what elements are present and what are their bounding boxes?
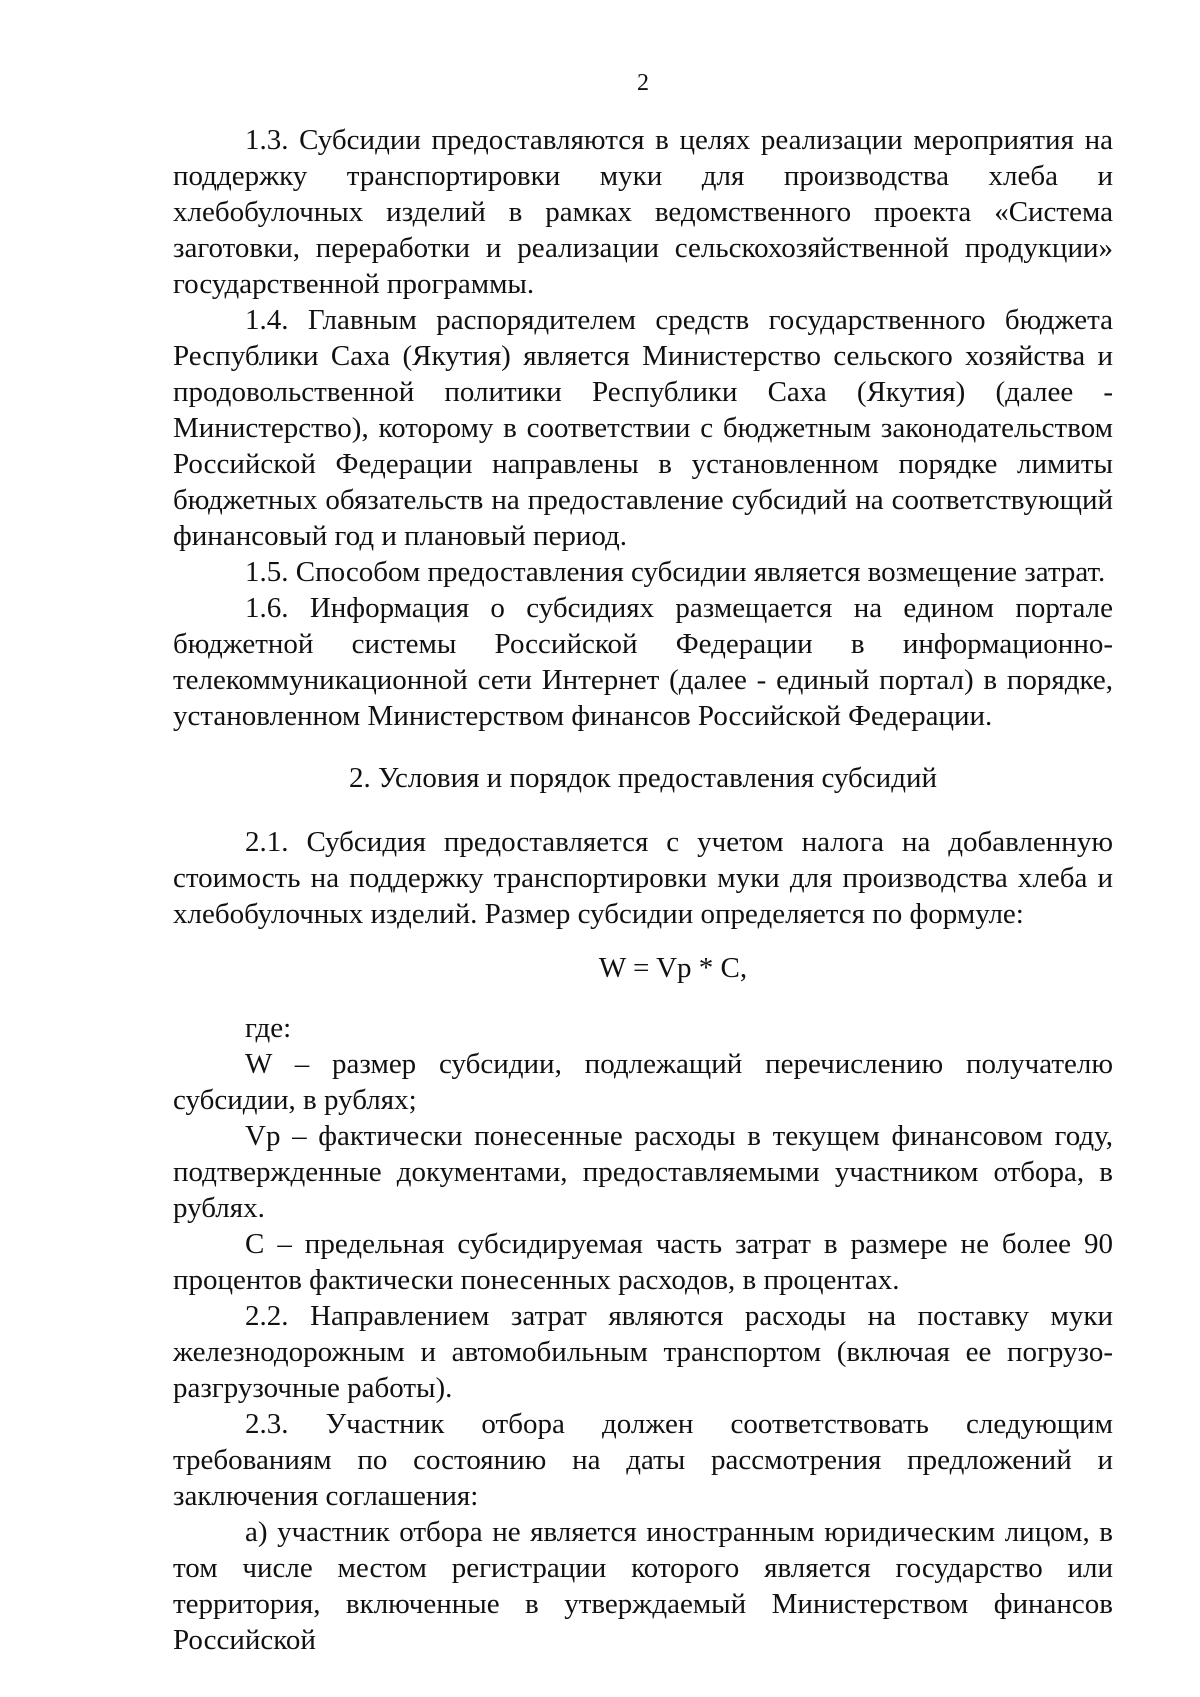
paragraph-1-5: 1.5. Способом предоставления субсидии является возмещение затрат. xyxy=(245,556,1106,588)
definition-w: W – размер субсидии, подлежащий перечислению получателю субсидии, в рублях; xyxy=(173,1048,1113,1116)
definition-c: С – предельная субсидируемая часть затрат в размере не более 90 процентов фактически понесенных расходов, в процентах. xyxy=(173,1228,1113,1296)
paragraph-1-3: 1.3. Субсидии предоставляются в целях реализации мероприятия на поддержку транспортировки муки для производства хлеба и хлебобулочных изделий в рамках ведомственного проекта «Система заготовки, переработки и реализации сельскохозяйственной продукции» государственной программы. xyxy=(173,124,1113,300)
subsidy-formula: W = Vp * C, xyxy=(598,952,748,984)
paragraph-2-3: 2.3. Участник отбора должен соответствовать следующим требованиям по состоянию на даты рассмотрения предложений и заключения соглашения: xyxy=(173,1408,1113,1512)
paragraph-1-4: 1.4. Главным распорядителем средств государственного бюджета Республики Саха (Якутия) является Министерство сельского хозяйства и продовольственной политики Республики Саха (Якутия) (далее - Министерство), которому в соответствии с бюджетным законодательством Российской Федерации направлены в установленном порядке лимиты бюджетных обязательств на предоставление субсидий на соответствующий финансовый год и плановый период. xyxy=(173,304,1113,552)
page-number: 2 xyxy=(637,70,649,96)
section-2-heading: 2. Условия и порядок предоставления субсидий xyxy=(348,762,937,794)
where-label: где: xyxy=(245,1012,292,1044)
paragraph-1-6: 1.6. Информация о субсидиях размещается на едином портале бюджетной системы Российской Федерации в информационно-телекоммуникационной сети Интернет (далее - единый портал) в порядке, установленном Министерством финансов Российской Федерации. xyxy=(173,592,1113,732)
paragraph-2-2: 2.2. Направлением затрат являются расходы на поставку муки железнодорожным и автомобильным транспортом (включая ее погрузо-разгрузочные работы). xyxy=(173,1300,1113,1404)
paragraph-2-3-a: а) участник отбора не является иностранным юридическим лицом, в том числе местом регистрации которого является государство или территория, включенные в утверждаемый Министерством финансов Российской xyxy=(173,1516,1113,1656)
definition-vp: Vp – фактически понесенные расходы в текущем финансовом году, подтвержденные документами, предоставляемыми участником отбора, в рублях. xyxy=(173,1120,1113,1224)
paragraph-2-1: 2.1. Субсидия предоставляется с учетом налога на добавленную стоимость на поддержку транспортировки муки для производства хлеба и хлебобулочных изделий. Размер субсидии определяется по формуле: xyxy=(173,826,1113,930)
document-body xyxy=(173,122,1113,1658)
